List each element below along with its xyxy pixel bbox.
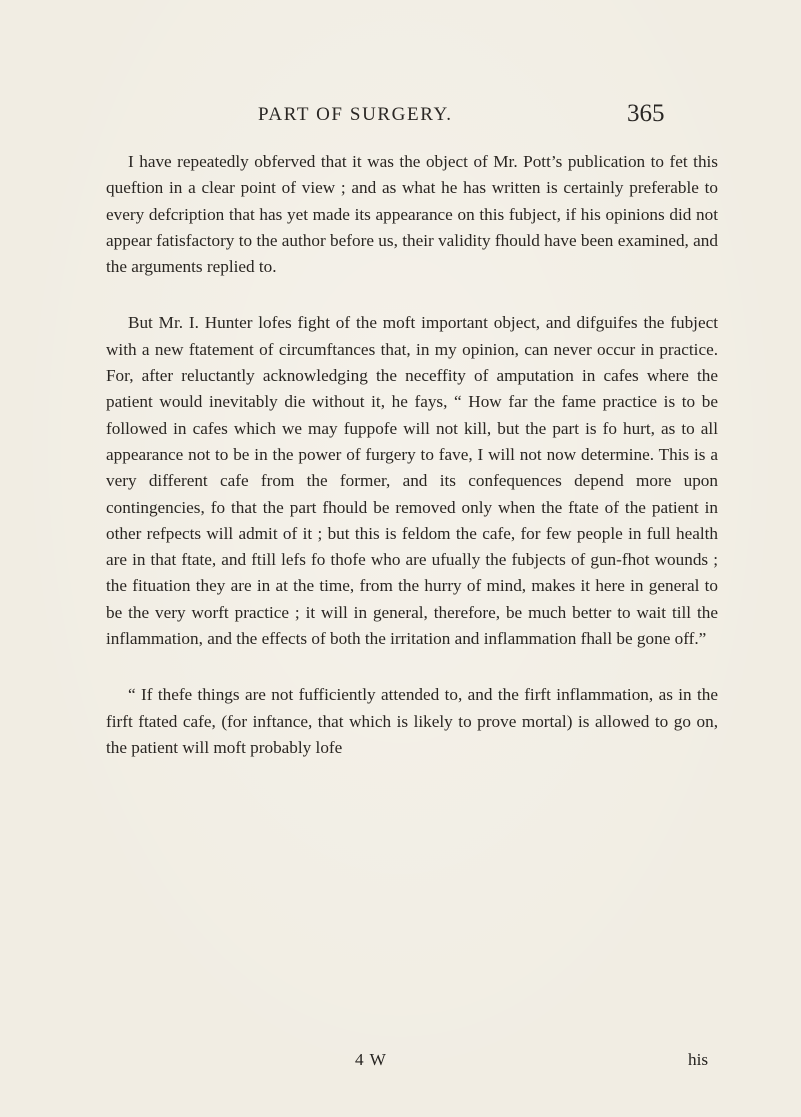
body-text	[106, 149, 718, 761]
catchword: his	[688, 1050, 709, 1069]
signature-mark: 4 W	[355, 1050, 387, 1069]
paragraph-3: “ If thefe things are not fufficiently attended to, and the firft inflammation, as in the firft ftated cafe, (for inftance, that which is likely to prove mortal) is allowed to go on, the patient will moft probably lofe	[106, 685, 718, 757]
page-header	[0, 100, 801, 140]
paragraph-2: But Mr. I. Hunter lofes fight of the moft important object, and difguifes the fubject with a new ftatement of circumftances that, in my opinion, can never occur in practice. For, after reluctantly acknowledging the neceffity of amputation in cafes where the patient would inevitably die without it, he fays, “ How far the fame practice is to be followed in cafes which we may fuppofe will not kill, but the part is fo hurt, as to all appearance not to be in the power of furgery to fave, I will not now determine. This is a very different cafe from the former, and its confequences depend more upon contingencies, fo that the part fhould be removed only when the ftate of the patient in other refpects will admit of it ; but this is feldom the cafe, for few people in full health are in that ftate, and ftill lefs fo thofe who are ufually the fubjects of gun-fhot wounds ; the fituation they are in at the time, from the hurry of mind, makes it here in general to be the very worft practice ; it will in general, therefore, be much better to wait till the inflammation, and the effects of both the irritation and inflammation fhall be gone off.”	[106, 313, 718, 649]
page-number: 365	[627, 100, 665, 127]
paragraph-1: I have repeatedly obferved that it was the object of Mr. Pott’s publication to fet this queftion in a clear point of view ; and as what he has written is certainly preferable to every defcription that has yet made its appearance on this fubject, if his opinions did not appear fatisfactory to the author before us, their validity fhould have been examined, and the arguments replied to.	[106, 152, 718, 277]
catchline	[0, 1050, 801, 1076]
running-head: PART OF SURGERY.	[258, 104, 453, 125]
